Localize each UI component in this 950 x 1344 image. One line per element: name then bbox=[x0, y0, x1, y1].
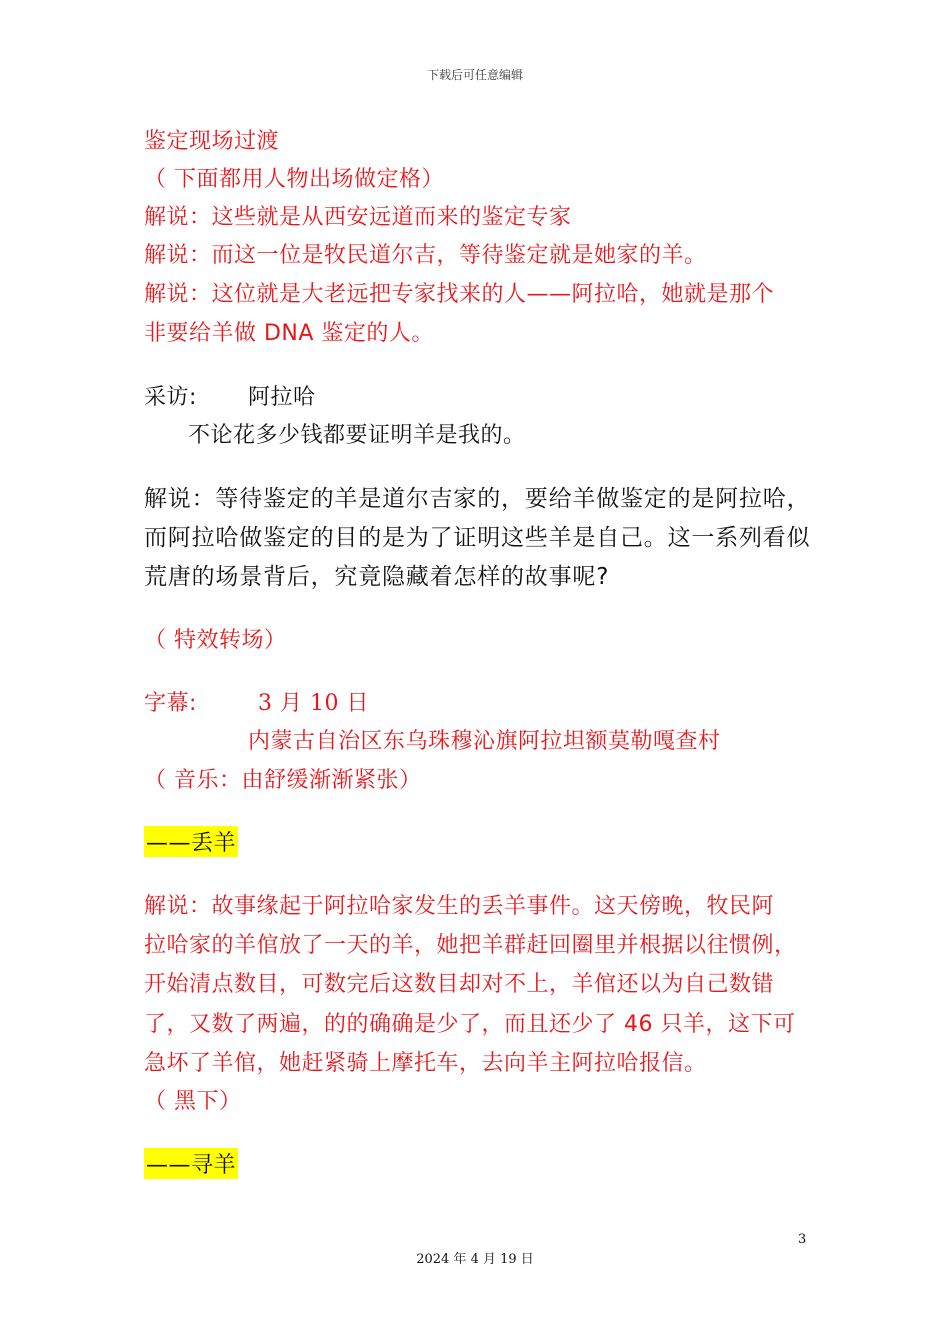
narration-line: 开始清点数目，可数完后这数目却对不上，羊倌还以为自己数错 bbox=[144, 972, 775, 997]
subtitle-place: 内蒙古自治区东乌珠穆沁旗阿拉坦额莫勒嘎查村 bbox=[248, 729, 721, 754]
heading-transition: 鉴定现场过渡 bbox=[144, 129, 280, 154]
narration-line: 而阿拉哈做鉴定的目的是为了证明这些羊是自己。这一系列看似 bbox=[144, 525, 811, 551]
narration-line: 解说：这位就是大老远把专家找来的人——阿拉哈，她就是那个 bbox=[144, 282, 775, 307]
page-number: 3 bbox=[798, 1232, 807, 1247]
narration-line: 解说：故事缘起于阿拉哈家发生的丢羊事件。这天傍晚，牧民阿 bbox=[144, 894, 775, 919]
narration-line: 解说：等待鉴定的羊是道尔吉家的，要给羊做鉴定的是阿拉哈， bbox=[144, 486, 811, 512]
narration-line: 荒唐的场景背后，究竟隐藏着怎样的故事呢? bbox=[144, 564, 610, 590]
section-search-sheep: ——寻羊 bbox=[144, 1148, 238, 1179]
interviewee-name: 阿拉哈 bbox=[248, 385, 316, 410]
black-out-direction: （ 黑下） bbox=[144, 1089, 242, 1114]
page-header: 下载后可任意编辑 bbox=[426, 68, 523, 82]
narration-line: 解说：而这一位是牧民道尔吉，等待鉴定就是她家的羊。 bbox=[144, 243, 707, 268]
footer-date: 2024 年 4 月 19 日 bbox=[416, 1252, 534, 1267]
narration-line: 拉哈家的羊倌放了一天的羊，她把羊群赶回圈里并根据以往惯例， bbox=[144, 933, 797, 958]
interview-quote: 不论花多少钱都要证明羊是我的。 bbox=[188, 423, 526, 448]
effect-direction: （ 特效转场） bbox=[144, 628, 287, 653]
narration-line: 了，又数了两遍，的的确确是少了，而且还少了 46 只羊，这下可 bbox=[144, 1012, 796, 1037]
narration-line: 非要给羊做 DNA 鉴定的人。 bbox=[144, 321, 434, 346]
narration-line: 解说：这些就是从西安远道而来的鉴定专家 bbox=[144, 205, 572, 230]
subtitle-date: 3 月 10 日 bbox=[258, 691, 369, 716]
stage-direction: （ 下面都用人物出场做定格） bbox=[144, 167, 444, 192]
section-lost-sheep: ——丢羊 bbox=[144, 826, 238, 857]
music-direction: （ 音乐：由舒缓渐渐紧张） bbox=[144, 768, 422, 793]
narration-line: 急坏了羊倌，她赶紧骑上摩托车，去向羊主阿拉哈报信。 bbox=[144, 1051, 707, 1076]
subtitle-label: 字幕: bbox=[144, 691, 197, 716]
interview-label: 采访: bbox=[144, 385, 197, 410]
